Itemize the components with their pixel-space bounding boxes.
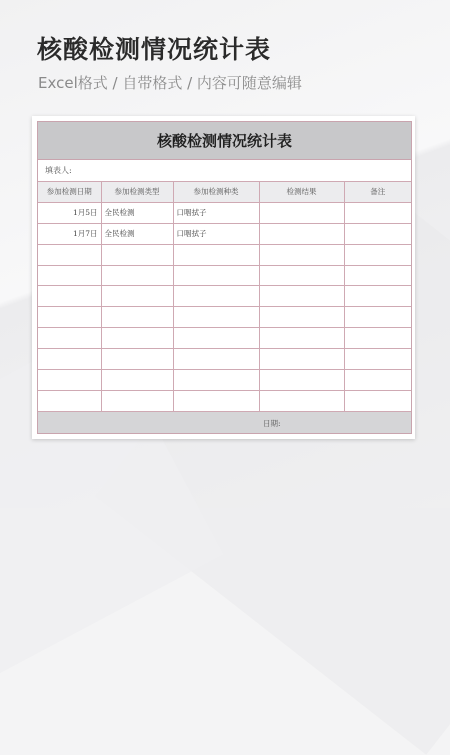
table-cell[interactable]: 全民检测 [101, 223, 173, 244]
table-cell[interactable] [344, 223, 411, 244]
table-cell[interactable] [344, 370, 411, 391]
table-cell[interactable] [344, 349, 411, 370]
table-cell[interactable] [173, 370, 259, 391]
page-title: 核酸检测情况统计表 [37, 35, 272, 64]
table-row [38, 244, 411, 265]
table-row [38, 223, 411, 244]
table-cell[interactable] [101, 370, 173, 391]
table-cell[interactable] [38, 286, 101, 307]
table-cell[interactable] [38, 328, 101, 349]
table-cell[interactable] [173, 349, 259, 370]
table-cell[interactable] [259, 244, 344, 265]
table-cell[interactable] [259, 286, 344, 307]
table-row [38, 349, 411, 370]
table-cell[interactable] [38, 349, 101, 370]
table-cell[interactable] [173, 390, 259, 411]
table-cell[interactable] [38, 390, 101, 411]
table-cell[interactable] [259, 265, 344, 286]
table-cell[interactable] [344, 202, 411, 223]
table-cell[interactable] [344, 244, 411, 265]
table-cell[interactable] [344, 265, 411, 286]
column-header: 参加检测类型 [101, 182, 173, 203]
table-cell[interactable] [38, 244, 101, 265]
table-cell[interactable] [173, 244, 259, 265]
table-cell[interactable]: 全民检测 [101, 202, 173, 223]
table-cell[interactable]: 1月7日 [38, 223, 101, 244]
table-cell[interactable] [101, 286, 173, 307]
table-cell[interactable] [101, 244, 173, 265]
table-cell[interactable] [101, 265, 173, 286]
table-cell[interactable] [259, 390, 344, 411]
table-cell[interactable] [101, 390, 173, 411]
table-cell[interactable] [173, 265, 259, 286]
table-cell[interactable] [38, 307, 101, 328]
table-cell[interactable] [344, 286, 411, 307]
table-row [38, 202, 411, 223]
form-frame [37, 121, 412, 434]
table-cell[interactable]: 口咽拭子 [173, 223, 259, 244]
table-cell[interactable] [173, 307, 259, 328]
column-header: 备注 [344, 182, 411, 203]
table-cell[interactable] [173, 286, 259, 307]
table-cell[interactable] [259, 328, 344, 349]
column-header: 参加检测种类 [173, 182, 259, 203]
table-cell[interactable] [259, 307, 344, 328]
table-cell[interactable]: 1月5日 [38, 202, 101, 223]
table-row [38, 286, 411, 307]
table-header-row [38, 182, 411, 203]
table-cell[interactable] [101, 328, 173, 349]
table-row [38, 370, 411, 391]
column-header: 检测结果 [259, 182, 344, 203]
table-cell[interactable] [344, 390, 411, 411]
table-row [38, 328, 411, 349]
table-cell[interactable] [259, 223, 344, 244]
table-cell[interactable] [259, 202, 344, 223]
spreadsheet-preview [32, 116, 415, 439]
table-row [38, 307, 411, 328]
table-cell[interactable] [173, 328, 259, 349]
table-cell[interactable] [344, 328, 411, 349]
table-cell[interactable] [259, 370, 344, 391]
form-footer [38, 412, 411, 434]
filler-label: 填表人: [38, 159, 411, 181]
date-label: 日期: [263, 418, 281, 428]
table-cell[interactable] [101, 307, 173, 328]
form-title: 核酸检测情况统计表 [38, 121, 411, 159]
table-cell[interactable] [344, 307, 411, 328]
records-table [38, 181, 411, 412]
table-cell[interactable] [38, 265, 101, 286]
table-row [38, 265, 411, 286]
table-row [38, 390, 411, 411]
table-cell[interactable]: 口咽拭子 [173, 202, 259, 223]
column-header: 参加检测日期 [38, 182, 101, 203]
table-cell[interactable] [38, 370, 101, 391]
table-cell[interactable] [101, 349, 173, 370]
table-cell[interactable] [259, 349, 344, 370]
page-subtitle: Excel格式 / 自带格式 / 内容可随意编辑 [38, 74, 302, 92]
